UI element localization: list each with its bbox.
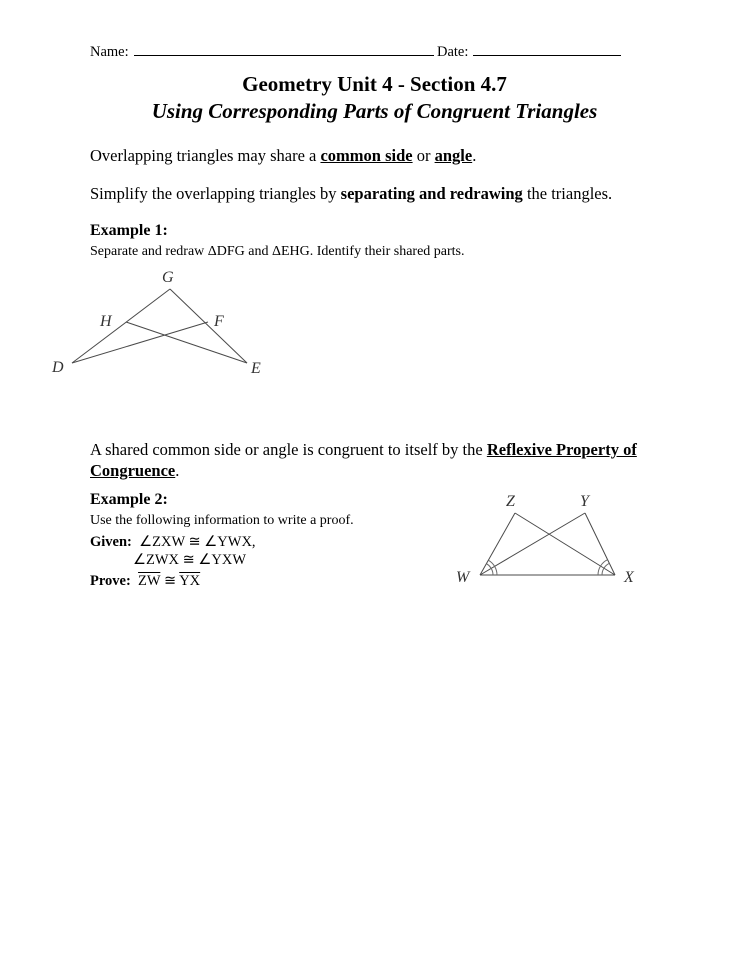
overlapping-triangles-diagram-1: [50, 266, 280, 384]
reflexive-end: .: [175, 461, 180, 481]
intro-p1-term-angle: angle: [434, 146, 473, 165]
vertex-label-E: E: [251, 360, 261, 377]
prove-segment-YX: $\overline{YX}$: [179, 573, 201, 589]
date-field-row: [437, 42, 621, 61]
prove-line: [90, 573, 200, 590]
given-line-1: [90, 534, 256, 551]
given-line-2: [133, 552, 246, 569]
vertex-label-Y: Y: [580, 493, 589, 510]
intro-p2-pre: Simplify the overlapping triangles by: [90, 184, 341, 203]
intro-p2-emphasis: separating and redrawing: [340, 184, 523, 203]
reflexive-term: Reflexive Property of Congruence: [90, 440, 637, 481]
given-label: Given:: [90, 534, 132, 550]
vertex-label-Z: Z: [506, 493, 515, 510]
example1-instruction: Separate and redraw ΔDFG and ΔEHG. Identify their shared parts.: [90, 244, 465, 259]
name-blank-line: [134, 42, 434, 56]
example2-heading: Example 2:: [90, 491, 168, 508]
intro-paragraph-2: [90, 183, 710, 204]
name-field-row: [90, 42, 434, 61]
given-statement-1: ∠ZXW ≅ ∠YWX,: [139, 534, 256, 550]
worksheet-subtitle: Using Corresponding Parts of Congruent Triangles: [151, 99, 598, 123]
intro-p1-end: .: [472, 146, 477, 165]
reflexive-paragraph: [90, 439, 672, 482]
intro-paragraph-1: [90, 145, 680, 166]
date-blank-line: [473, 42, 621, 56]
reflexive-pre: A shared common side or angle is congruent to itself by the: [90, 440, 487, 459]
prove-label: Prove:: [90, 573, 131, 589]
segment-YW: [480, 513, 585, 575]
congruent-symbol: ≅: [163, 573, 177, 589]
given-statement-2: ∠ZWX ≅ ∠YXW: [133, 552, 247, 568]
example2-instruction: Use the following information to write a proof.: [90, 513, 354, 528]
segment-GD: [72, 289, 170, 363]
intro-p1-term-common-side: common side: [320, 146, 413, 165]
vertex-label-G: G: [162, 269, 174, 286]
vertex-label-F: F: [214, 313, 224, 330]
segment-GE: [170, 289, 247, 363]
intro-p1-pre: Overlapping triangles may share a: [90, 146, 321, 165]
vertex-label-W: W: [456, 569, 470, 586]
worksheet-title: Geometry Unit 4 - Section 4.7: [242, 72, 507, 96]
intro-p2-end: the triangles.: [522, 184, 613, 203]
overlapping-triangles-diagram-2: [450, 490, 665, 595]
example1-heading: Example 1:: [90, 222, 168, 239]
intro-p1-mid: or: [412, 146, 435, 165]
vertex-label-D: D: [52, 359, 64, 376]
date-label: Date:: [437, 44, 469, 60]
prove-segment-ZW: $\overline{ZW}$: [138, 573, 161, 589]
name-label: Name:: [90, 44, 129, 60]
segment-WZ: [480, 513, 515, 575]
vertex-label-X: X: [624, 569, 634, 586]
vertex-label-H: H: [100, 313, 112, 330]
